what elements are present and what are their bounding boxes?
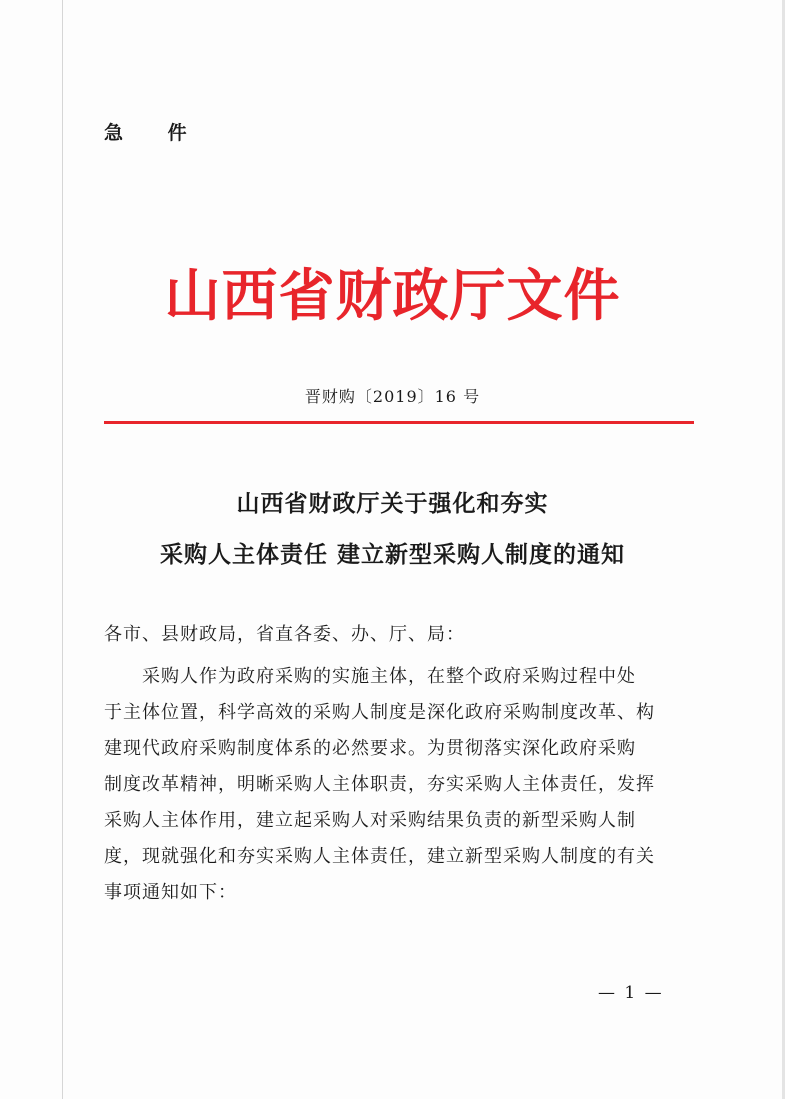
red-separator-line — [104, 421, 694, 424]
paragraph-line: 采购人作为政府采购的实施主体，在整个政府采购过程中处 — [104, 666, 636, 687]
paragraph-line: 度，现就强化和夯实采购人主体责任，建立新型采购人制度的有关 — [104, 846, 655, 867]
page-number: — 1 — — [598, 983, 664, 1003]
notice-title-line-1: 山西省财政厅关于强化和夯实 — [236, 491, 549, 517]
paragraph-line: 采购人主体作用，建立起采购人对采购结果负责的新型采购人制 — [104, 810, 636, 831]
document-number: 晋财购〔2019〕16 号 — [304, 387, 481, 406]
paragraph-line: 于主体位置，科学高效的采购人制度是深化政府采购制度改革、构 — [104, 702, 655, 723]
paragraph-line: 建现代政府采购制度体系的必然要求。为贯彻落实深化政府采购 — [104, 738, 636, 759]
urgency-mark: 急 件 — [104, 122, 206, 144]
issuer-header: 山西省财政厅文件 — [164, 263, 621, 329]
salutation: 各市、县财政局，省直各委、办、厅、局： — [104, 624, 465, 645]
body-paragraph — [104, 659, 694, 911]
paragraph-line: 制度改革精神，明晰采购人主体职责，夯实采购人主体责任，发挥 — [104, 774, 655, 795]
notice-title-line-2: 采购人主体责任 建立新型采购人制度的通知 — [159, 542, 625, 568]
paragraph-line: 事项通知如下： — [104, 882, 237, 903]
